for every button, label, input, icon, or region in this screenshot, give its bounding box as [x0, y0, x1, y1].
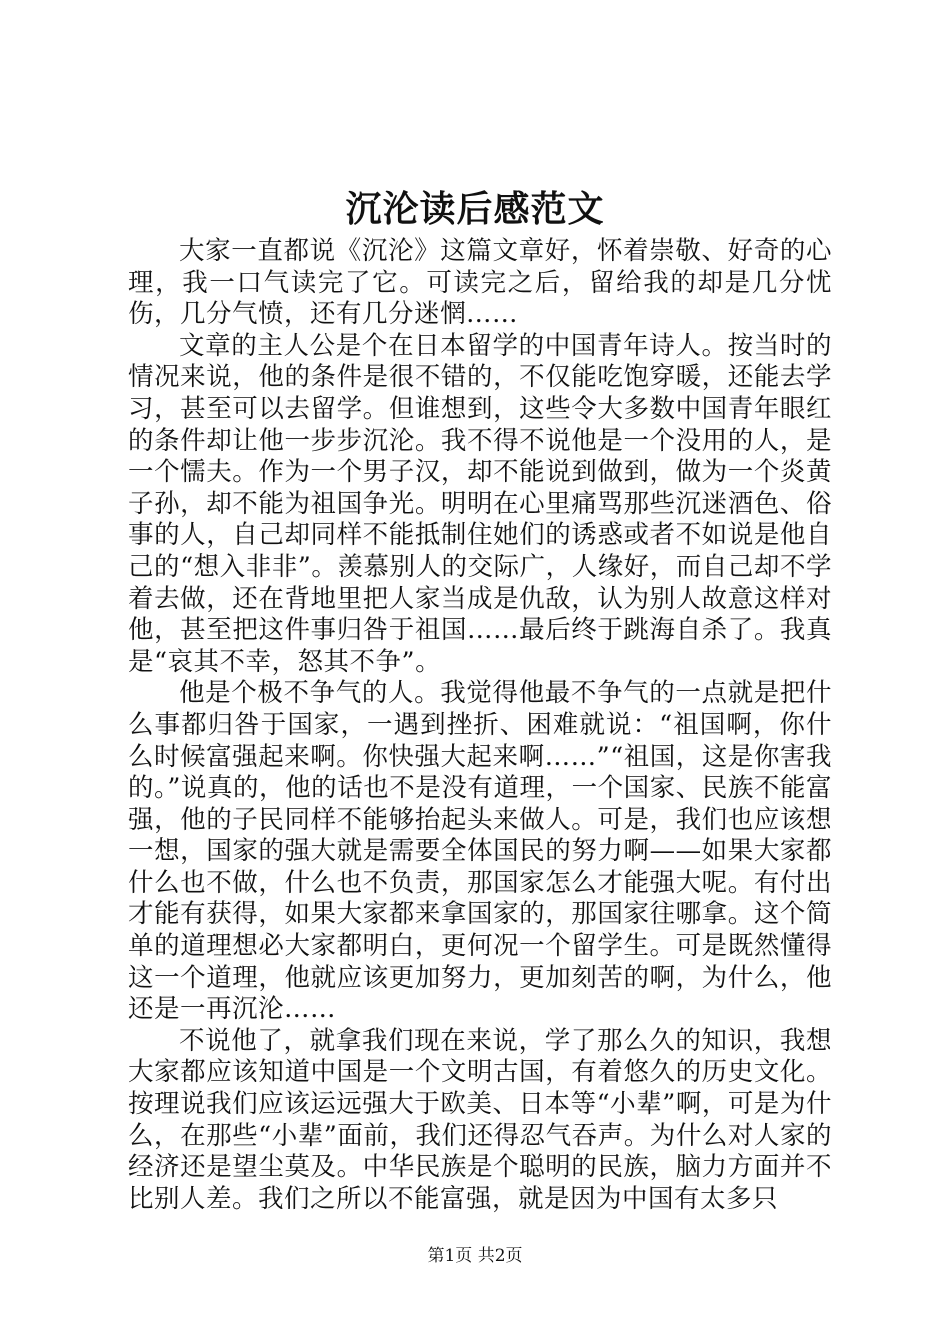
document-title: 沉沦读后感范文: [345, 188, 605, 230]
paragraph: 不说他了，就拿我们现在来说，学了那么久的知识，我想大家都应该知道中国是一个文明古国，有着悠久的历史文化。按理说我们应该运远强大于欧美、日本等“小辈”啊，可是为什么，在那些“小辈”面前，我们还得忍气吞声。为什么对人家的经济还是望尘莫及。中华民族是个聪明的民族，脑力方面并不比别人差。我们之所以不能富强，就是因为中国有太多只: [128, 1025, 832, 1214]
page-footer: 第1页 共2页: [427, 1246, 523, 1266]
paragraph: 文章的主人公是个在日本留学的中国青年诗人。按当时的情况来说，他的条件是很不错的，不仅能吃饱穿暖，还能去学习，甚至可以去留学。但谁想到，这些令大多数中国青年眼红的条件却让他一步步沉沦。我不得不说他是一个没用的人，是一个懦夫。作为一个男子汉，却不能说到做到，做为一个炎黄子孙，却不能为祖国争光。明明在心里痛骂那些沉迷酒色、俗事的人，自己却同样不能抵制住她们的诱惑或者不如说是他自己的“想入非非”。羡慕别人的交际广，人缘好，而自己却不学着去做，还在背地里把人家当成是仇敌，认为别人故意这样对他，甚至把这件事归咎于祖国……最后终于跳海自杀了。我真是“哀其不幸，怒其不争”。: [128, 330, 832, 677]
paragraph: 大家一直都说《沉沦》这篇文章好，怀着崇敬、好奇的心理，我一口气读完了它。可读完之后，留给我的却是几分忧伤，几分气愤，还有几分迷惘……: [128, 236, 832, 330]
document-body: [128, 236, 832, 1215]
paragraph: 他是个极不争气的人。我觉得他最不争气的一点就是把什么事都归咎于国家，一遇到挫折、困难就说：“祖国啊，你什么时候富强起来啊。你快强大起来啊……”“祖国，这是你害我的。”说真的，他的话也不是没有道理，一个国家、民族不能富强，他的子民同样不能够抬起头来做人。可是，我们也应该想一想，国家的强大就是需要全体国民的努力啊——如果大家都什么也不做，什么也不负责，那国家怎么才能强大呢。有付出才能有获得，如果大家都来拿国家的，那国家往哪拿。这个简单的道理想必大家都明白，更何况一个留学生。可是既然懂得这一个道理，他就应该更加努力，更加刻苦的啊，为什么，他还是一再沉沦……: [128, 678, 832, 1025]
